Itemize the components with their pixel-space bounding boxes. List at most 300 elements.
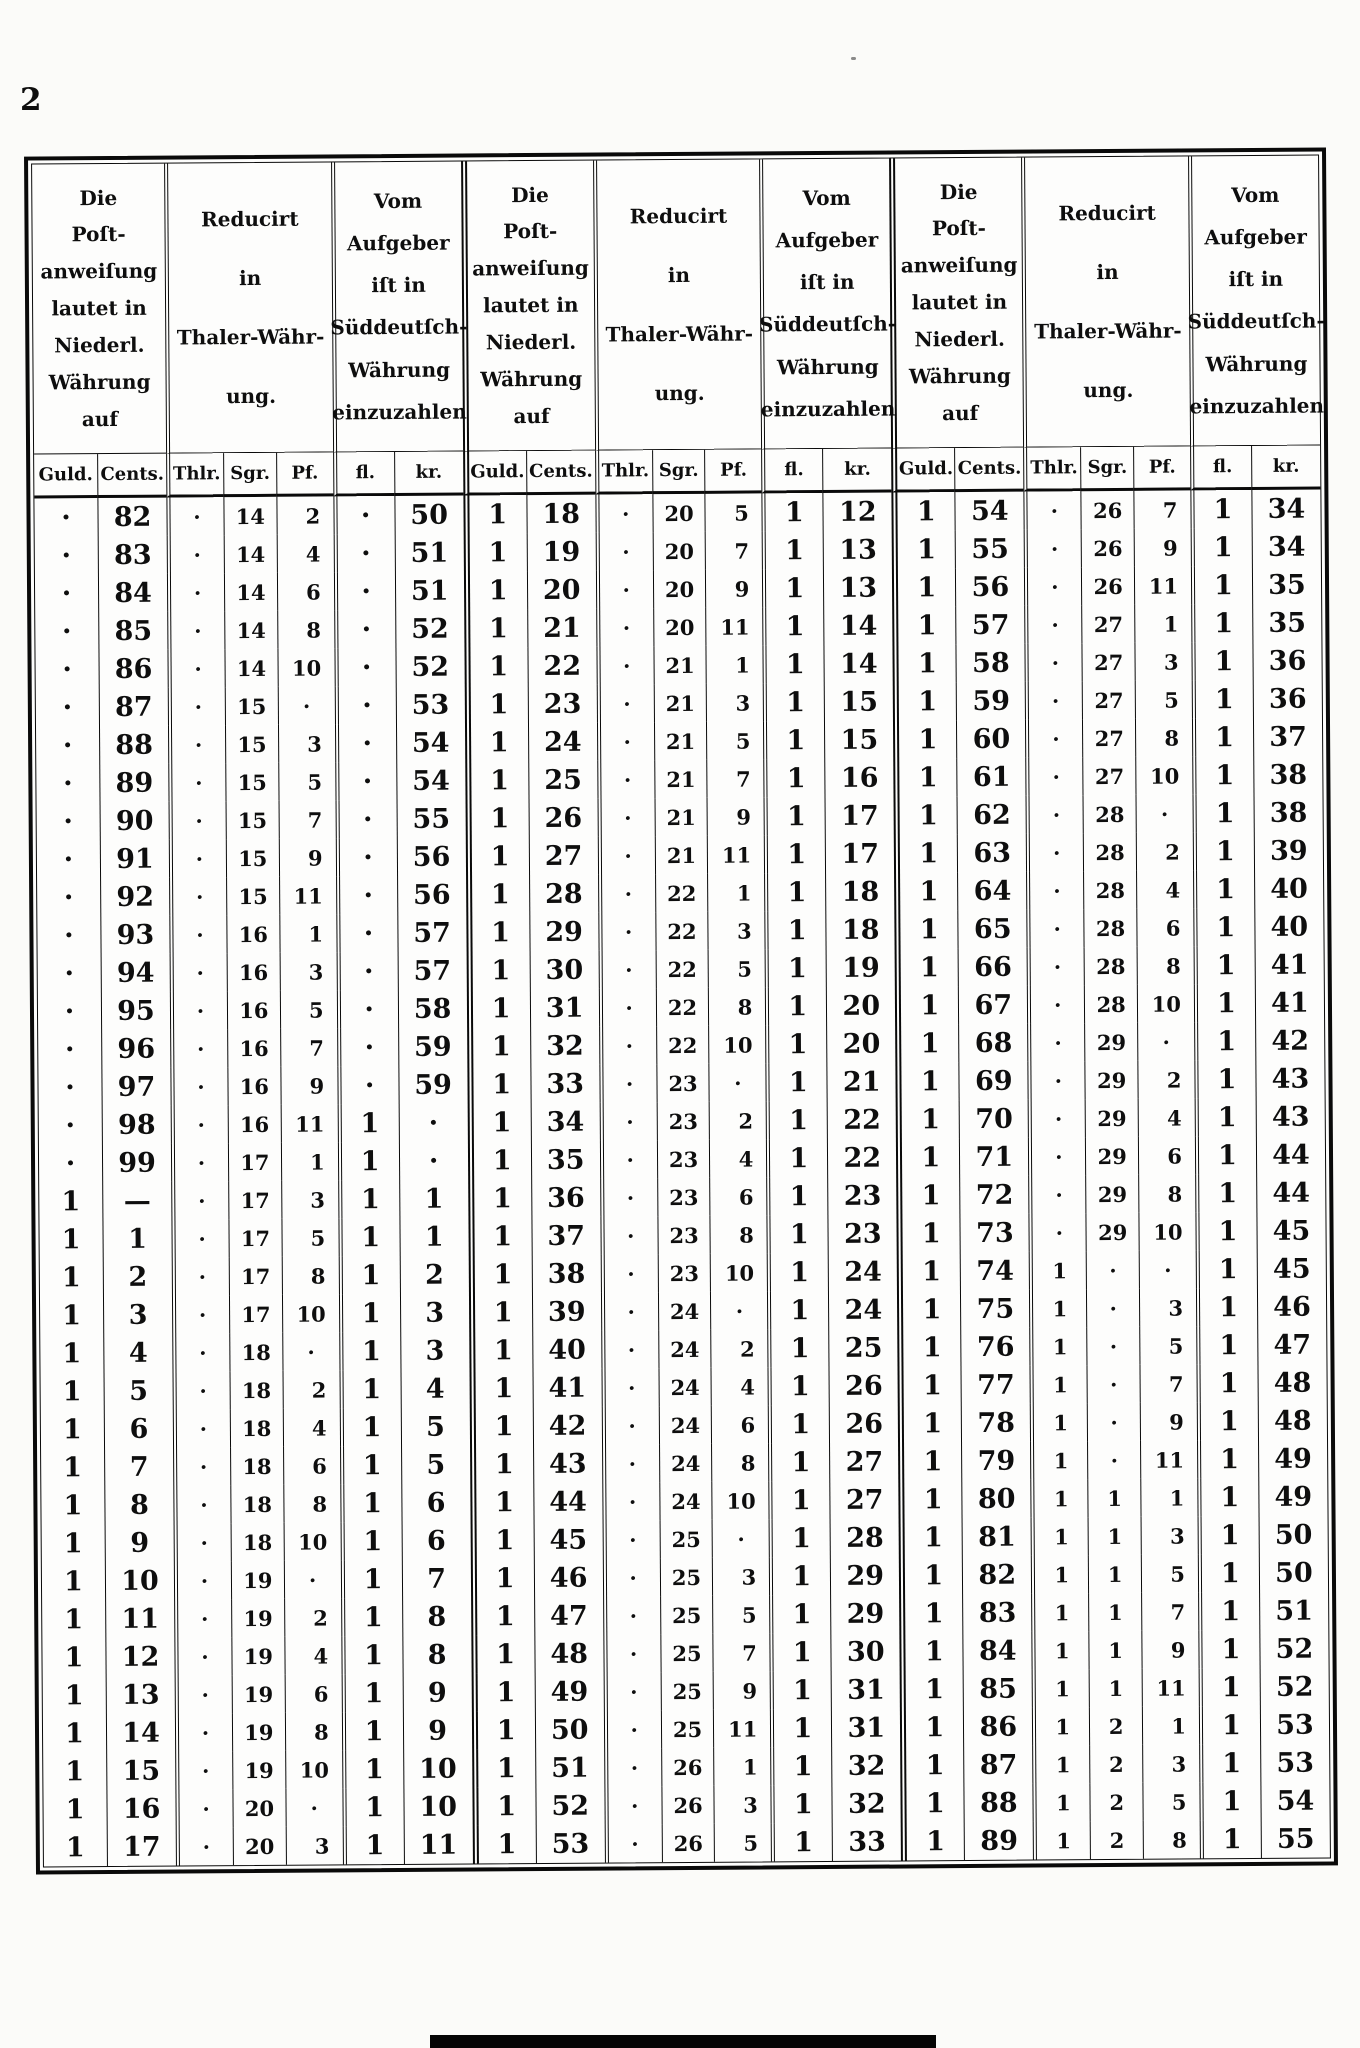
data-cell: 1 (762, 493, 823, 531)
data-cell: 1 (765, 911, 826, 949)
data-cell: 17 (229, 1295, 282, 1333)
data-cell: · (599, 1064, 656, 1102)
data-cell: 26 (1081, 567, 1134, 605)
data-cell: 9 (105, 1524, 174, 1562)
data-cell: 20 (653, 608, 706, 646)
data-cell: 24 (828, 1290, 897, 1328)
data-cell: · (398, 1103, 467, 1141)
data-cell: 39 (532, 1293, 601, 1331)
table-header-aufgeber-sueddeutsch (330, 162, 468, 453)
header-line: Niederl. (485, 329, 577, 355)
data-cell: 1 (898, 1404, 961, 1442)
data-cell: 41 (1255, 984, 1324, 1022)
data-cell: 21 (654, 836, 707, 874)
data-cell: 1 (463, 533, 526, 571)
data-cell: · (172, 1257, 229, 1295)
data-cell: 75 (960, 1290, 1029, 1328)
data-cell: 1 (1088, 1517, 1141, 1555)
data-cell: 59 (398, 1065, 467, 1103)
data-cell: 1 (1197, 1440, 1258, 1478)
data-cell: 1 (897, 1214, 960, 1252)
data-cell: 84 (98, 574, 167, 612)
data-cell: 15 (226, 877, 279, 915)
data-cell: 1 (465, 761, 528, 799)
column-header-sgr: Sgr. (1080, 447, 1133, 491)
data-cell: 50 (535, 1711, 604, 1749)
data-cell: 20 (652, 532, 705, 570)
data-cell: 43 (533, 1445, 602, 1483)
data-cell: 16 (226, 915, 279, 953)
data-cell: 20 (826, 1025, 895, 1063)
data-cell: 1 (900, 1708, 963, 1746)
header-line: Vom (373, 188, 423, 213)
data-cell: 16 (824, 759, 893, 797)
data-cell: 1 (896, 1062, 959, 1100)
data-cell: 54 (1260, 1781, 1329, 1819)
data-cell: 84 (963, 1632, 1032, 1670)
data-cell: 1 (470, 1559, 533, 1597)
data-cell: 19 (231, 1599, 284, 1637)
data-cell: 4 (284, 1636, 341, 1674)
data-cell: 1 (1197, 1478, 1258, 1516)
data-cell: · (603, 1634, 660, 1672)
data-cell: 5 (1141, 1554, 1198, 1592)
data-cell: 1 (769, 1481, 830, 1519)
data-cell: 1 (1194, 946, 1255, 984)
data-cell: 10 (709, 1025, 766, 1063)
data-cell: 18 (229, 1371, 282, 1409)
data-cell: 1 (1031, 1555, 1088, 1593)
data-cell: 18 (230, 1447, 283, 1485)
data-cell: 1 (765, 1025, 826, 1063)
data-cell: 3 (1135, 642, 1192, 680)
data-cell: · (710, 1291, 767, 1329)
data-cell: 5 (708, 949, 765, 987)
data-cell: · (172, 1295, 229, 1333)
data-cell: 18 (229, 1333, 282, 1371)
data-cell: · (64, 1033, 75, 1065)
data-cell: 1 (1191, 528, 1252, 566)
data-cell: 1 (470, 1521, 533, 1559)
header-line: Währung (48, 369, 151, 395)
data-cell: 1 (342, 1826, 403, 1864)
data-cell: 19 (231, 1561, 284, 1599)
data-cell: 66 (958, 948, 1027, 986)
data-cell: 1 (467, 1103, 530, 1141)
data-cell: · (62, 615, 72, 647)
data-cell: 1 (467, 1027, 530, 1065)
data-cell: 1 (340, 1446, 401, 1484)
data-cell: 1 (893, 606, 956, 644)
data-cell: 43 (1255, 1060, 1324, 1098)
data-cell: 27 (1081, 605, 1134, 643)
data-cell: 4 (400, 1369, 469, 1407)
data-cell: 1 (1193, 870, 1254, 908)
data-cell: · (63, 805, 73, 837)
data-cell: · (334, 610, 395, 648)
data-cell: 3 (400, 1293, 469, 1331)
table-header-aufgeber-sueddeutsch (758, 159, 897, 450)
data-cell: 8 (104, 1486, 173, 1524)
data-cell: 1 (64, 1603, 84, 1635)
data-cell: 1 (896, 1138, 959, 1176)
data-cell: 19 (231, 1637, 284, 1675)
data-cell: 57 (397, 913, 466, 951)
data-cell: 10 (283, 1522, 340, 1560)
data-cell: 72 (959, 1176, 1028, 1214)
data-cell: 71 (959, 1138, 1028, 1176)
data-cell: 1 (1200, 1820, 1261, 1858)
data-cell: · (63, 843, 74, 875)
data-cell: 1 (769, 1519, 830, 1557)
data-cell: 1 (893, 644, 956, 682)
data-cell: 4 (276, 534, 333, 572)
header-line: Währung (480, 366, 583, 392)
data-cell: · (1086, 1327, 1139, 1365)
column-header-pf: Pf. (1133, 446, 1190, 490)
data-cell: 5 (1135, 680, 1192, 718)
data-cell: 9 (280, 1066, 337, 1104)
data-cell: 1 (894, 872, 957, 910)
data-cell: · (285, 1788, 342, 1826)
data-cell: · (1026, 795, 1083, 833)
data-cell: · (1027, 1023, 1084, 1061)
data-cell: · (597, 722, 654, 760)
data-cell: · (174, 1599, 231, 1637)
data-cell: 1 (1192, 680, 1253, 718)
data-cell: 61 (957, 758, 1026, 796)
data-cell: 16 (227, 1029, 280, 1067)
data-cell: · (167, 573, 224, 611)
data-cell: 7 (1141, 1592, 1198, 1630)
data-cell: 1 (763, 645, 824, 683)
data-cell: 17 (228, 1143, 281, 1181)
data-cell: 24 (659, 1444, 712, 1482)
data-cell: 1 (768, 1329, 829, 1367)
data-cell: 1 (769, 1557, 830, 1595)
data-cell: 1 (337, 1104, 398, 1142)
data-cell: · (709, 1063, 766, 1101)
data-cell: 23 (656, 1064, 709, 1102)
data-cell: 10 (1135, 756, 1192, 794)
data-cell: 1 (766, 1101, 827, 1139)
data-cell: 89 (99, 764, 168, 802)
data-cell: 1 (896, 1100, 959, 1138)
data-cell: 31 (529, 989, 598, 1027)
data-cell: 1 (765, 987, 826, 1025)
data-cell: 69 (959, 1062, 1028, 1100)
data-cell: · (171, 1105, 228, 1143)
column-header-kr: kr. (394, 452, 463, 496)
data-cell: 21 (654, 798, 707, 836)
data-cell: · (170, 1029, 227, 1067)
data-cell: · (168, 725, 225, 763)
data-cell: 48 (1257, 1364, 1326, 1402)
data-cell: 1 (764, 835, 825, 873)
data-cell: 56 (397, 875, 466, 913)
data-cell: 23 (657, 1254, 710, 1292)
data-cell: 15 (106, 1752, 175, 1790)
data-cell: 24 (658, 1406, 711, 1444)
data-cell: · (335, 724, 396, 762)
data-cell: · (65, 1109, 76, 1141)
column-header-thlr: Thlr. (166, 453, 223, 497)
data-cell: 14 (224, 535, 277, 573)
data-cell: 48 (534, 1635, 603, 1673)
data-cell: 1 (1029, 1251, 1086, 1289)
data-cell: · (1025, 643, 1082, 681)
data-cell: 1 (62, 1337, 82, 1369)
header-line: anweiſung (900, 253, 1018, 278)
data-cell: 15 (824, 683, 893, 721)
data-cell: 11 (1140, 1440, 1197, 1478)
data-cell: 88 (99, 726, 168, 764)
data-cell: 1 (341, 1598, 402, 1636)
data-cell: 1 (714, 1747, 771, 1785)
data-cell: 22 (656, 1026, 709, 1064)
data-cell: 1 (469, 1293, 532, 1331)
data-cell: 9 (1134, 528, 1191, 566)
data-cell: 24 (659, 1482, 712, 1520)
data-cell: 78 (961, 1404, 1030, 1442)
data-cell: 62 (957, 796, 1026, 834)
data-cell: 1 (61, 1223, 81, 1255)
data-cell: 27 (528, 837, 597, 875)
data-cell: · (175, 1713, 232, 1751)
data-cell: 9 (713, 1671, 770, 1709)
data-cell: · (1025, 719, 1082, 757)
data-cell: · (173, 1447, 230, 1485)
data-cell: 15 (225, 763, 278, 801)
data-cell: 1 (65, 1793, 85, 1825)
data-cell: 1 (1195, 1174, 1256, 1212)
data-cell: 3 (400, 1331, 469, 1369)
data-cell: 8 (1135, 718, 1192, 756)
data-cell: · (599, 1102, 656, 1140)
data-cell: 1 (1088, 1555, 1141, 1593)
data-cell: 27 (1082, 719, 1135, 757)
header-line: lautet in (51, 296, 147, 321)
data-cell: 1 (470, 1483, 533, 1521)
header-line: auf (942, 400, 979, 426)
data-cell: 18 (230, 1485, 283, 1523)
header-line: Niederl. (914, 326, 1005, 352)
data-cell: 1 (1089, 1669, 1142, 1707)
data-cell: 1 (892, 568, 955, 606)
data-cell: · (1024, 491, 1081, 529)
data-cell: 31 (831, 1670, 900, 1708)
data-cell: 52 (535, 1787, 604, 1825)
data-cell: 1 (765, 949, 826, 987)
column-header-kr: kr. (1251, 446, 1320, 490)
data-cell: · (1027, 947, 1084, 985)
data-cell: · (596, 570, 653, 608)
data-cell: 32 (530, 1027, 599, 1065)
data-cell: · (1087, 1441, 1140, 1479)
data-cell: 1 (706, 645, 763, 683)
data-cell: 1 (468, 1141, 531, 1179)
data-cell: 25 (659, 1558, 712, 1596)
data-cell: 4 (103, 1334, 172, 1372)
data-cell: 28 (830, 1518, 899, 1556)
data-cell: 43 (1256, 1098, 1325, 1136)
header-line: lautet in (911, 290, 1008, 315)
data-cell: 28 (1084, 985, 1137, 1023)
data-cell: 1 (63, 1489, 83, 1521)
data-cell: 1 (1088, 1479, 1141, 1517)
data-cell: 79 (961, 1442, 1030, 1480)
data-cell: 1 (1198, 1516, 1259, 1554)
data-cell: 6 (284, 1674, 341, 1712)
data-cell: 52 (1259, 1629, 1328, 1667)
data-cell: 1 (898, 1442, 961, 1480)
data-cell: 7 (278, 800, 335, 838)
data-cell: 1 (464, 609, 527, 647)
data-cell: · (603, 1596, 660, 1634)
data-cell: 82 (97, 498, 166, 536)
data-cell: 17 (825, 797, 894, 835)
header-line: in (239, 265, 262, 290)
data-cell: · (1028, 1061, 1085, 1099)
data-cell: 1 (762, 569, 823, 607)
data-cell: 15 (226, 839, 279, 877)
data-cell: · (334, 648, 395, 686)
data-cell: 1 (771, 1785, 832, 1823)
column-header-pf: Pf. (276, 452, 333, 496)
data-cell: · (64, 995, 75, 1027)
data-cell: 1 (465, 799, 528, 837)
data-cell: 11 (279, 876, 336, 914)
data-cell: · (596, 684, 653, 722)
data-cell: · (337, 1066, 398, 1104)
data-cell: 1 (767, 1215, 828, 1253)
data-cell: 1 (1032, 1669, 1089, 1707)
data-cell: 3 (1141, 1516, 1198, 1554)
data-cell: 24 (658, 1330, 711, 1368)
data-cell: · (62, 729, 73, 761)
data-cell: 1 (899, 1518, 962, 1556)
data-cell: 21 (527, 609, 596, 647)
data-cell: 8 (277, 610, 334, 648)
data-cell: 10 (403, 1787, 472, 1825)
data-cell: 29 (1085, 1099, 1138, 1137)
data-cell: 7 (401, 1559, 470, 1597)
header-line: Poſt- (931, 216, 986, 241)
data-cell: 10 (710, 1253, 767, 1291)
data-cell: · (1024, 567, 1081, 605)
data-cell: 26 (1081, 529, 1134, 567)
data-cell: 23 (828, 1214, 897, 1252)
data-cell: 58 (956, 644, 1025, 682)
data-cell: 11 (1134, 566, 1191, 604)
data-cell: 73 (960, 1214, 1029, 1252)
data-cell: 18 (826, 911, 895, 949)
data-cell: 1 (1032, 1707, 1089, 1745)
data-cell: 6 (401, 1483, 470, 1521)
data-cell: 4 (711, 1367, 768, 1405)
data-cell: 1 (1140, 1478, 1197, 1516)
data-cell: 1 (1032, 1631, 1089, 1669)
data-cell: 1 (893, 720, 956, 758)
data-cell: 57 (397, 951, 466, 989)
data-cell: 77 (961, 1366, 1030, 1404)
data-cell: 1 (1199, 1668, 1260, 1706)
data-cell: 1 (768, 1443, 829, 1481)
data-cell: 1 (901, 1784, 964, 1822)
data-cell: 1 (1195, 1212, 1256, 1250)
header-line: anweiſung (472, 256, 589, 281)
data-cell: 30 (529, 951, 598, 989)
data-cell: 1 (340, 1522, 401, 1560)
data-cell: · (175, 1751, 232, 1789)
header-line: Die (939, 179, 978, 204)
data-cell: 8 (402, 1635, 471, 1673)
data-cell: 44 (1256, 1174, 1325, 1212)
data-cell: · (61, 577, 72, 609)
data-cell: 27 (1082, 643, 1135, 681)
data-cell: 21 (653, 646, 706, 684)
data-cell: · (174, 1523, 231, 1561)
data-cell: 8 (281, 1256, 338, 1294)
column-header-cents: Cents. (954, 448, 1023, 492)
column-header-sgr: Sgr. (223, 453, 276, 497)
data-cell: 1 (1031, 1479, 1088, 1517)
data-cell: 1 (1191, 604, 1252, 642)
header-line: Niederl. (54, 332, 145, 358)
data-cell: · (175, 1675, 232, 1713)
data-cell: · (171, 1219, 228, 1257)
data-cell: 23 (527, 685, 596, 723)
data-cell: 1 (339, 1294, 400, 1332)
data-cell: · (337, 1028, 398, 1066)
data-cell: 1 (1198, 1630, 1259, 1668)
data-cell: 29 (529, 913, 598, 951)
data-cell: 1 (770, 1671, 831, 1709)
header-line: lautet in (482, 292, 579, 318)
data-cell: 20 (653, 570, 706, 608)
data-cell: 59 (956, 682, 1025, 720)
data-cell: · (333, 496, 394, 534)
data-cell: 36 (1252, 642, 1321, 680)
data-cell: 1 (1192, 794, 1253, 832)
data-cell: · (1026, 871, 1083, 909)
data-cell: 18 (231, 1523, 284, 1561)
data-cell: 1 (468, 1179, 531, 1217)
column-header-pf: Pf. (705, 449, 762, 493)
data-cell: 1 (339, 1370, 400, 1408)
header-line: Währung (908, 363, 1011, 389)
data-cell: · (1029, 1175, 1086, 1213)
data-cell: 80 (962, 1480, 1031, 1518)
data-cell: · (1139, 1250, 1196, 1288)
data-cell: 16 (227, 953, 280, 991)
data-cell: 22 (527, 647, 596, 685)
data-cell: 1 (466, 875, 529, 913)
data-cell: 1 (1031, 1517, 1088, 1555)
data-cell: 50 (1258, 1515, 1327, 1553)
header-line: Aufgeber (1204, 224, 1307, 250)
data-cell: 88 (964, 1784, 1033, 1822)
data-cell: 1 (467, 989, 530, 1027)
data-cell: 2 (284, 1598, 341, 1636)
data-cell: 8 (710, 1215, 767, 1253)
data-cell: 1 (466, 913, 529, 951)
data-cell: 59 (398, 1027, 467, 1065)
data-cell: · (601, 1368, 658, 1406)
data-cell: · (169, 877, 226, 915)
data-cell: 11 (707, 835, 764, 873)
data-cell: 1 (1192, 756, 1253, 794)
